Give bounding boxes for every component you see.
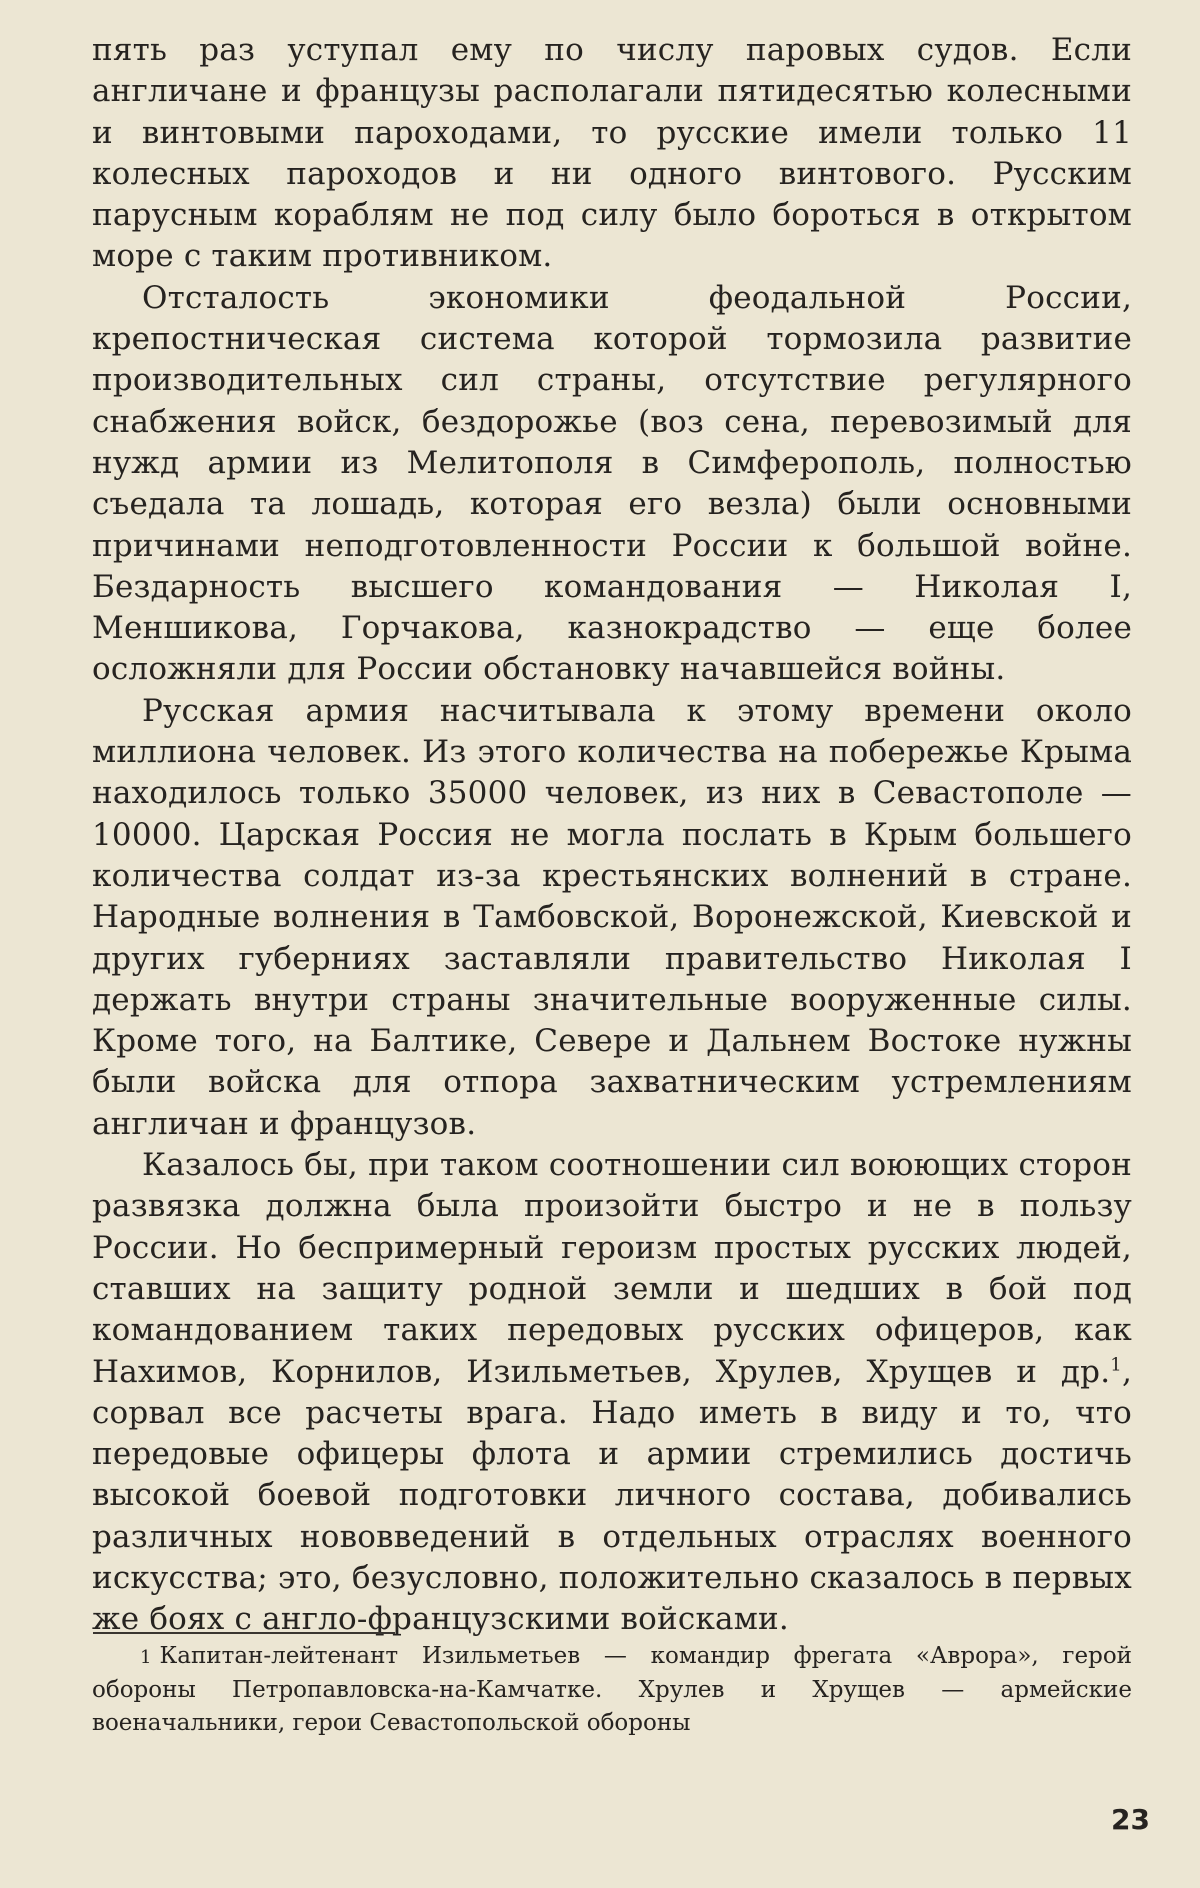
footnote-divider xyxy=(93,1632,395,1634)
footnote-mark: 1 xyxy=(140,1647,152,1668)
paragraph-1: пять раз уступал ему по числу паровых судов. Если англичане и французы располагали пятидесятью колесными и винтовыми пароходами, то русские имели только 11 колесных пароходов и ни одного винтового. Русским парусным кораблям не под силу было бороться в открытом море с таким противником. xyxy=(92,32,1132,275)
paragraph-4-part-2: , сорвал все расчеты врага. Надо иметь в виду и то, что передовые офицеры флота и армии стремились достичь высокой боевой подготовки личного состава, добивались различных нововведений в отдельных отраслях военного искусства; это, безусловно, положительно сказалось в первых же боях с англо-французскими войсками. xyxy=(92,1353,1132,1638)
page-number: 23 xyxy=(1111,1803,1150,1836)
paragraph-4 xyxy=(92,1145,1132,1641)
footnote-text: Капитан-лейтенант Изильметьев — командир фрегата «Аврора», герой обороны Петропавловска-на-Камчатке. Хрулев и Хрущев — армейские военачальники, герои Севастопольской обороны xyxy=(92,1643,1132,1736)
main-text xyxy=(92,30,1132,1641)
paragraph-4-part-1: Казалось бы, при таком соотношении сил воюющих сторон развязка должна была произойти быстро и не в пользу России. Но беспримерный героизм простых русских людей, ставших на защиту родной земли и шедших в бой под командованием таких передовых русских офицеров, как Нахимов, Корнилов, Изильметьев, Хрулев, Хрущев и др. xyxy=(92,1147,1132,1390)
paragraph-3: Русская армия насчитывала к этому времени около миллиона человек. Из этого количества на побережье Крыма находилось только 35000 человек, из них в Севастополе — 10000. Царская Россия не могла послать в Крым большего количества солдат из-за крестьянских волнений в стране. Народные волнения в Тамбовской, Воронежской, Киевской и других губерниях заставляли правительство Николая I держать внутри страны значительные вооруженные силы. Кроме того, на Балтике, Севере и Дальнем Востоке нужны были войска для отпора захватническим устремлениям англичан и французов. xyxy=(92,692,1132,1142)
footnote-paragraph xyxy=(92,1640,1132,1740)
paragraph-2: Отсталость экономики феодальной России, крепостническая система которой тормозила развитие производительных сил страны, отсутствие регулярного снабжения войск, бездорожье (воз сена, перевозимый для нужд армии из Мелитополя в Симферополь, полностью съедала та лошадь, которая его везла) были основными причинами неподготовленности России к большой войне. Бездарность высшего командования — Николая I, Меншикова, Горчакова, казнокрадство — еще более осложняли для России обстановку начавшейся войны. xyxy=(92,279,1132,688)
footnote xyxy=(92,1640,1132,1740)
footnote-reference: 1 xyxy=(1110,1354,1122,1376)
